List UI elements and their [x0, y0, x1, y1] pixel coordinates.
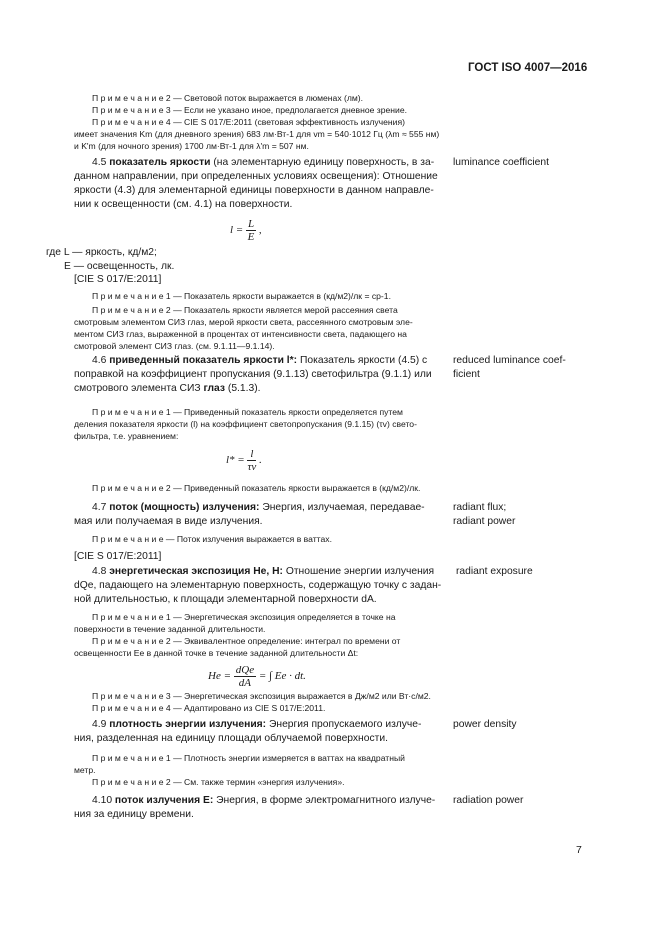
note-4-9-2: П р и м е ч а н и е 2 — См. также термин «энергия излучения». — [92, 777, 345, 787]
section-4-5-line2: данном направлении, при определенных условиях освещения): Отношение — [74, 171, 438, 182]
note-4-6-2: П р и м е ч а н и е 2 — Приведенный показатель яркости выражается в (кд/м2)/лк. — [92, 483, 421, 493]
fraction — [234, 664, 256, 689]
section-4-8-line1 — [92, 565, 434, 579]
section-4-5-line1 — [92, 156, 434, 170]
term-en-reduced-luminance-l1: reduced luminance coef- — [453, 355, 566, 366]
term-en-reduced-luminance-l2: ficient — [453, 369, 480, 380]
section-4-10-line1 — [92, 794, 435, 808]
section-4-8-line2: dQe, падающего на элементарную поверхность, содержащую точку с задан- — [74, 580, 442, 591]
term-en-radiant-power: radiant power — [453, 516, 516, 527]
term-ru: поток (мощность) излучения: — [109, 502, 260, 513]
term-en-radiant-flux: radiant flux; — [453, 502, 507, 513]
note-4-6-1-l1: П р и м е ч а н и е 1 — Приведенный показатель яркости определяется путем — [92, 407, 403, 417]
formula-lhs: l = — [230, 224, 244, 237]
note-4-8-1-l2: поверхности в течение заданной длительности. — [74, 624, 266, 634]
denominator: dA — [238, 677, 252, 689]
where-luminance: где L — яркость, кд/м2; — [46, 247, 157, 258]
note-4-6-1-l3: фильтра, т.е. уравнением: — [74, 431, 179, 441]
formula-luminance-coefficient — [230, 218, 262, 243]
formula-lhs: He = — [208, 670, 231, 683]
where-illuminance: E — освещенность, лк. — [64, 261, 175, 272]
term-ru: показатель яркости — [109, 157, 211, 168]
section-number: 4.9 — [92, 719, 107, 730]
formula-radiant-exposure — [208, 664, 306, 689]
denominator: E — [247, 231, 255, 243]
term-ru: энергетическая экспозиция He, H: — [109, 566, 283, 577]
note-cie-efficiency-l2: имеет значения Km (для дневного зрения) 683 лм·Вт-1 для vm = 540·1012 Гц (λm ≈ 555 нм) — [74, 129, 440, 139]
definition-text: Показатель яркости (4.5) с — [299, 355, 428, 366]
section-number: 4.10 — [92, 795, 113, 806]
note-4-5-2-l2: смотровым элементом СИЗ глаз, мерой яркости света, рассеянного смотровым эле- — [74, 317, 413, 327]
section-4-6-line1 — [92, 354, 427, 368]
term-en-radiant-exposure: radiant exposure — [456, 566, 533, 577]
formula-tail: , — [258, 224, 262, 237]
definition-text: Энергия, в форме электромагнитного излуче- — [216, 795, 436, 806]
section-4-6-line2: поправкой на коэффициент пропускания (9.1.13) светофильтра (9.1.1) или — [74, 369, 432, 380]
section-number: 4.7 — [92, 502, 107, 513]
note-luminous-flux: П р и м е ч а н и е 2 — Световой поток выражается в люменах (лм). — [92, 93, 364, 103]
section-4-7-line2: мая или получаемая в виде излучения. — [74, 516, 263, 527]
numerator: L — [247, 218, 255, 230]
definition-text: Энергия пропускаемого излуче- — [268, 719, 422, 730]
note-4-7: П р и м е ч а н и е — Поток излучения выражается в ваттах. — [92, 534, 332, 544]
numerator: dQe — [235, 664, 255, 676]
note-cie-efficiency-l1: П р и м е ч а н и е 4 — CIE S 017/E:2011 (световая эффективность излучения) — [92, 117, 405, 127]
definition-text: Энергия, излучаемая, передавае- — [262, 502, 425, 513]
fraction — [246, 218, 256, 243]
note-4-8-1-l1: П р и м е ч а н и е 1 — Энергетическая экспозиция определяется в точке на — [92, 612, 396, 622]
reference-cie-4-7: [CIE S 017/E:2011] — [74, 551, 162, 562]
definition-text: Отношение энергии излучения — [285, 566, 435, 577]
reference-cie: [CIE S 017/E:2011] — [74, 274, 162, 285]
note-4-9-1-l2: метр. — [74, 765, 96, 775]
text: смотрового элемента СИЗ — [74, 383, 201, 394]
section-4-9-line1 — [92, 718, 421, 732]
section-4-8-line3: ной длительностью, к площади элементарной поверхности dA. — [74, 594, 377, 605]
section-4-9-line2: ния, разделенная на единицу площади облучаемой поверхности. — [74, 733, 388, 744]
page-number: 7 — [576, 844, 582, 856]
denominator: τv — [247, 461, 257, 473]
note-4-8-4: П р и м е ч а н и е 4 — Адаптировано из CIE S 017/E:2011. — [92, 703, 326, 713]
note-cie-efficiency-l3: и K'm (для ночного зрения) 1700 лм·Вт-1 для λ'm = 507 нм. — [74, 141, 309, 151]
term-ru: поток излучения E: — [114, 795, 214, 806]
term-ru: плотность энергии излучения: — [109, 719, 267, 730]
definition-text: (на элементарную единицу поверхность, в за- — [213, 157, 435, 168]
note-4-5-2-l3: ментом СИЗ глаз, выраженной в процентах от интенсивности света, падающего на — [74, 329, 407, 339]
section-4-7-line1 — [92, 501, 425, 515]
term-ref: глаз — [203, 383, 226, 394]
section-number: 4.5 — [92, 157, 107, 168]
formula-tail: . — [259, 454, 262, 467]
section-4-10-line2: ния за единицу времени. — [74, 809, 194, 820]
section-number: 4.8 — [92, 566, 107, 577]
note-4-8-3: П р и м е ч а н и е 3 — Энергетическая экспозиция выражается в Дж/м2 или Вт·с/м2. — [92, 691, 431, 701]
note-daytime-vision: П р и м е ч а н и е 3 — Если не указано иное, предполагается дневное зрение. — [92, 105, 408, 115]
term-ru: приведенный показатель яркости l*: — [109, 355, 298, 366]
note-4-5-1: П р и м е ч а н и е 1 — Показатель яркости выражается в (кд/м2)/лк = ср-1. — [92, 291, 391, 301]
formula-lhs: l* = — [226, 454, 245, 467]
note-4-8-2-l1: П р и м е ч а н и е 2 — Эквивалентное определение: интеграл по времени от — [92, 636, 401, 646]
numerator: l — [247, 448, 256, 461]
formula-tail: = ∫ Ee · dt. — [258, 670, 306, 683]
note-4-6-1-l2: деления показателя яркости (l) на коэффициент светопропускания (9.1.15) (τv) свето- — [74, 419, 417, 429]
term-en-power-density: power density — [453, 719, 517, 730]
note-4-9-1-l1: П р и м е ч а н и е 1 — Плотность энергии измеряется в ваттах на квадратный — [92, 753, 405, 763]
note-4-8-2-l2: освещенности Ee в данной точке в течение заданной длительности Δt: — [74, 648, 359, 658]
section-number: 4.6 — [92, 355, 107, 366]
section-4-6-line3 — [74, 382, 261, 396]
section-4-5-line4: нии к освещенности (см. 4.1) на поверхности. — [74, 199, 293, 210]
formula-reduced-luminance — [226, 448, 262, 473]
note-4-5-2-l4: смотровой элемент СИЗ глаз. (см. 9.1.11—9.1.14). — [74, 341, 275, 351]
note-4-5-2-l1: П р и м е ч а н и е 2 — Показатель яркости является мерой рассеяния света — [92, 305, 398, 315]
standard-header: ГОСТ ISO 4007—2016 — [468, 62, 588, 74]
fraction — [247, 448, 256, 473]
term-en-radiation-power: radiation power — [453, 795, 524, 806]
term-en-luminance-coefficient: luminance coefficient — [453, 157, 549, 168]
section-4-5-line3: яркости (4.3) для элементарной единицы поверхности в данном направле- — [74, 185, 434, 196]
text: (5.1.3). — [227, 383, 261, 394]
